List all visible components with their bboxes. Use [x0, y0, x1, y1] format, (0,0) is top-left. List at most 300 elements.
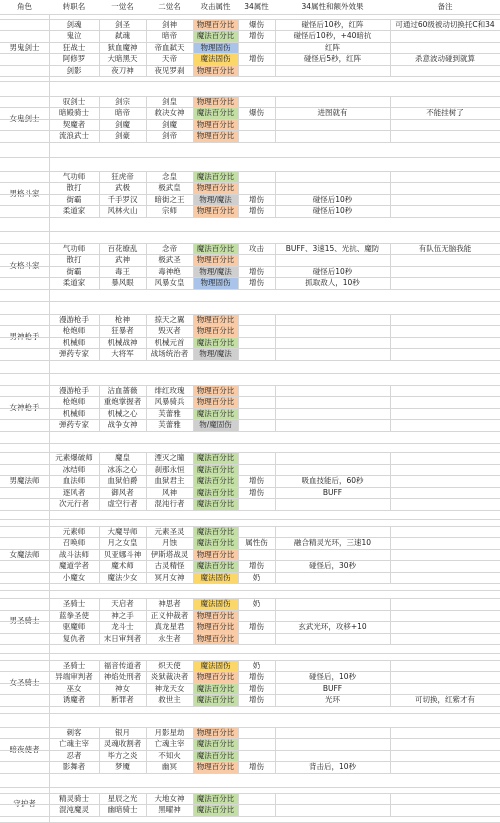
- cell-34-effect: [275, 96, 390, 108]
- grid-line: [99, 385, 100, 431]
- cell-awaken-2: 天帝: [162, 54, 177, 63]
- grid-line: [0, 498, 500, 499]
- cell-class: 流浪武士: [59, 131, 89, 140]
- cell-34-attr: [238, 498, 275, 510]
- grid-line: [0, 598, 500, 599]
- cell-class: 蓝拳圣使: [59, 610, 89, 620]
- cell-awaken-2: 剑皇: [162, 96, 177, 106]
- cell-34-attr: 增伤: [249, 762, 264, 771]
- attack-type-badge: 物理百分比: [193, 385, 238, 397]
- grid-line: [275, 314, 276, 360]
- cell-class: 机械师: [62, 337, 86, 347]
- cell-class: 柔道家: [62, 206, 86, 215]
- grid-line: [238, 598, 239, 644]
- grid-line: [0, 694, 500, 695]
- cell-awaken-2: 黑曜神: [158, 805, 181, 814]
- cell-34-attr: [238, 452, 275, 464]
- cell-awaken-1: 大暗黑天: [107, 54, 138, 63]
- cell-awaken-2: 剑神: [162, 19, 177, 29]
- attack-type-badge: 物理百分比: [193, 205, 238, 217]
- cell-awaken-2: 帝血弑天: [154, 42, 185, 52]
- cell-awaken-1: 冰冻之心: [107, 464, 138, 474]
- attack-type-badge: 物理百分比: [193, 314, 238, 326]
- attack-type-badge: 魔法百分比: [193, 560, 238, 572]
- header-column-34-effect: 34属性和额外效果: [301, 2, 364, 12]
- cell-34-attr: 奶: [252, 572, 261, 582]
- cell-notes: [390, 549, 500, 561]
- grid-line: [146, 660, 147, 706]
- grid-line: [238, 19, 239, 77]
- cell-awaken-2: 极武圣: [158, 255, 181, 264]
- attack-type-badge: 物理百分比: [193, 610, 238, 622]
- grid-line: [193, 598, 194, 644]
- attack-type-badge: 物理百分比: [193, 65, 238, 77]
- cell-awaken-1: 机械战神: [107, 337, 138, 347]
- cell-34-attr: [238, 610, 275, 622]
- grid-line: [99, 314, 100, 360]
- cell-34-effect: [275, 633, 390, 645]
- header-column-awaken-2: 二觉名: [158, 2, 181, 12]
- cell-awaken-1: 剑豪: [115, 131, 130, 140]
- cell-awaken-1: 沾血蔷薇: [107, 385, 138, 395]
- grid-line: [49, 373, 50, 443]
- grid-line: [0, 157, 500, 158]
- cell-34-attr: 增伤: [249, 31, 264, 40]
- grid-line: [0, 537, 500, 538]
- grid-line: [146, 793, 147, 816]
- attack-type-badge: 魔法固伤: [193, 660, 238, 672]
- cell-34-attr: [238, 337, 275, 349]
- cell-34-effect: 玄武光环，攻移+10: [298, 622, 367, 631]
- cell-awaken-2: 神龙天女: [154, 683, 185, 693]
- cell-34-attr: [238, 348, 275, 360]
- cell-34-attr: [238, 254, 275, 266]
- grid-line: [0, 19, 500, 20]
- cell-notes: [390, 452, 500, 464]
- cell-class: 暗殿骑士: [59, 108, 89, 117]
- grid-line: [49, 653, 50, 713]
- grid-line: [390, 314, 391, 360]
- cell-34-effect: [275, 549, 390, 561]
- grid-line: [0, 653, 500, 654]
- cell-class: 弹药专家: [59, 349, 89, 358]
- grid-line: [146, 727, 147, 773]
- cell-34-attr: [238, 171, 275, 183]
- cell-notes: [390, 396, 500, 408]
- group-role-name: 男鬼剑士: [9, 42, 40, 52]
- cell-34-effect: 碰怪后5秒，红阵: [303, 54, 362, 63]
- cell-awaken-1: 银月: [115, 727, 130, 737]
- grid-line: [49, 301, 50, 373]
- grid-line: [0, 633, 500, 634]
- grid-line: [99, 452, 100, 510]
- cell-notes: [390, 30, 500, 42]
- grid-line: [275, 171, 276, 217]
- grid-line: [0, 81, 500, 82]
- cell-34-attr: [238, 549, 275, 561]
- group-role-name: 女魔法师: [9, 549, 40, 559]
- grid-line: [146, 243, 147, 289]
- cell-34-attr: 增伤: [249, 561, 264, 570]
- cell-34-effect: [275, 804, 390, 816]
- grid-line: [275, 243, 276, 289]
- cell-awaken-1: 剑宗: [115, 96, 130, 106]
- cell-34-effect: [275, 526, 390, 538]
- grid-line: [146, 526, 147, 584]
- cell-34-effect: [275, 419, 390, 431]
- grid-line: [0, 419, 500, 420]
- cell-awaken-1: 战争女神: [107, 420, 138, 429]
- cell-34-effect: [275, 171, 390, 183]
- grid-line: [390, 19, 391, 77]
- grid-line: [0, 510, 500, 511]
- cell-34-effect: [275, 610, 390, 622]
- grid-line: [0, 750, 500, 751]
- cell-notes: 杀意波动碰到就算: [415, 54, 475, 63]
- cell-notes: [390, 205, 500, 217]
- cell-class: 圣骑士: [62, 660, 86, 670]
- grid-line: [275, 452, 276, 510]
- grid-line: [275, 660, 276, 706]
- cell-34-effect: [275, 119, 390, 131]
- grid-line: [390, 452, 391, 510]
- grid-line: [0, 727, 500, 728]
- cell-notes: [390, 793, 500, 805]
- cell-34-attr: [238, 96, 275, 108]
- grid-line: [0, 231, 500, 232]
- attack-type-badge: 魔法百分比: [193, 804, 238, 816]
- attack-type-badge: 物理百分比: [193, 549, 238, 561]
- grid-line: [146, 385, 147, 431]
- cell-class: 巫女: [66, 683, 82, 693]
- attack-type-badge: 魔法百分比: [193, 683, 238, 695]
- cell-awaken-1: 末日审判者: [103, 633, 142, 643]
- attack-type-badge: 魔法百分比: [193, 337, 238, 349]
- cell-class: 柔道家: [62, 278, 86, 287]
- cell-notes: [390, 487, 500, 499]
- cell-awaken-1: 幽暗骑士: [107, 805, 138, 814]
- cell-34-effect: 吸血技能后，60秒: [301, 476, 364, 485]
- grid-line: [0, 773, 500, 774]
- grid-line: [0, 804, 500, 805]
- cell-34-attr: [238, 65, 275, 77]
- grid-line: [193, 385, 194, 431]
- cell-notes: [390, 537, 500, 549]
- cell-class: 刺客: [66, 727, 82, 737]
- attack-type-badge: 物理百分比: [193, 254, 238, 266]
- header-column-34-attr: 34属性: [244, 2, 269, 12]
- cell-class: 枪炮师: [62, 326, 86, 335]
- cell-34-effect: [275, 408, 390, 420]
- cell-notes: [390, 171, 500, 183]
- cell-awaken-1: 魔皇: [115, 453, 130, 462]
- cell-notes: [390, 526, 500, 538]
- grid-line: [0, 205, 500, 206]
- grid-line: [49, 443, 50, 520]
- cell-awaken-2: 不知火: [158, 750, 181, 760]
- grid-line: [390, 243, 391, 289]
- cell-class: 元素爆破师: [55, 453, 93, 462]
- grid-line: [0, 14, 500, 15]
- cell-34-attr: [238, 408, 275, 420]
- cell-class: 次元行者: [59, 499, 89, 508]
- cell-34-attr: 增伤: [249, 695, 264, 704]
- cell-class: 亡魂主宰: [59, 739, 89, 748]
- cell-awaken-1: 暗帝: [115, 108, 130, 117]
- cell-34-attr: 攻击: [249, 243, 264, 253]
- attack-type-badge: 魔法百分比: [193, 487, 238, 499]
- grid-line: [0, 475, 500, 476]
- cell-notes: [390, 277, 500, 289]
- grid-line: [99, 727, 100, 773]
- grid-line: [0, 683, 500, 684]
- cell-notes: [390, 750, 500, 762]
- cell-34-attr: [238, 182, 275, 194]
- cell-awaken-2: 掠天之翼: [154, 314, 185, 324]
- cell-34-effect: [275, 793, 390, 805]
- attack-type-badge: 物理百分比: [193, 19, 238, 31]
- cell-awaken-1: 梦魇: [115, 762, 130, 771]
- cell-class: 影舞者: [62, 762, 86, 771]
- attack-type-badge: 魔法百分比: [193, 475, 238, 487]
- grid-line: [0, 96, 500, 97]
- cell-34-attr: [238, 119, 275, 131]
- cell-34-effect: [275, 348, 390, 360]
- cell-awaken-2: 月影星劫: [154, 727, 185, 737]
- grid-line: [0, 621, 500, 622]
- cell-34-attr: [238, 633, 275, 645]
- cell-awaken-2: 永生者: [158, 633, 181, 643]
- cell-class: 异端审判者: [55, 672, 93, 681]
- cell-notes: [390, 621, 500, 633]
- cell-34-attr: 增伤: [249, 206, 264, 215]
- cell-awaken-2: 湮灭之瞳: [154, 453, 185, 462]
- cell-awaken-2: 夜见罗刹: [154, 65, 185, 75]
- cell-34-attr: [238, 42, 275, 54]
- grid-line: [193, 660, 194, 706]
- cell-34-attr: [238, 750, 275, 762]
- cell-34-effect: [275, 182, 390, 194]
- cell-awaken-2: 剑魔: [162, 119, 177, 129]
- cell-34-attr: 增伤: [249, 622, 264, 631]
- cell-notes: [390, 804, 500, 816]
- grid-line: [49, 157, 50, 231]
- cell-awaken-1: 夜刀神: [111, 65, 134, 75]
- cell-34-effect: 进图就有: [317, 108, 348, 117]
- cell-awaken-2: 毒神绝: [158, 266, 181, 276]
- grid-line: [49, 713, 50, 787]
- grid-line: [99, 171, 100, 217]
- grid-line: [0, 171, 500, 172]
- grid-line: [238, 385, 239, 431]
- cell-awaken-2: 古灵精怪: [154, 561, 185, 570]
- attack-type-badge: 物理/魔法: [193, 266, 238, 278]
- grid-line: [146, 598, 147, 644]
- grid-line: [0, 408, 500, 409]
- group-role-name: 男魔法师: [9, 476, 40, 485]
- cell-34-effect: 融合精灵光环，三速10: [293, 538, 372, 547]
- grid-line: [0, 526, 500, 527]
- cell-34-effect: [275, 598, 390, 610]
- grid-line: [193, 727, 194, 773]
- attack-type-badge: 物理百分比: [193, 182, 238, 194]
- cell-34-effect: 红阵: [325, 42, 340, 52]
- cell-awaken-2: 剑帝: [162, 131, 177, 140]
- grid-line: [0, 277, 500, 278]
- grid-line: [193, 526, 194, 584]
- grid-line: [390, 171, 391, 217]
- grid-line: [0, 816, 500, 817]
- grid-line: [0, 464, 500, 465]
- grid-line: [0, 119, 500, 120]
- grid-line: [390, 727, 391, 773]
- grid-line: [0, 348, 500, 349]
- grid-line: [0, 42, 500, 43]
- attack-type-badge: 物理百分比: [193, 396, 238, 408]
- cell-class: 机械师: [62, 408, 86, 418]
- attack-type-badge: 魔法百分比: [193, 750, 238, 762]
- cell-awaken-1: 风林火山: [107, 206, 138, 215]
- cell-awaken-1: 神女: [115, 683, 130, 693]
- attack-type-badge: 魔法百分比: [193, 694, 238, 706]
- cell-class: 召唤师: [62, 538, 86, 547]
- grid-line: [193, 19, 194, 77]
- cell-class: 街霸: [66, 194, 82, 204]
- grid-line: [0, 487, 500, 488]
- cell-awaken-1: 武极: [115, 183, 130, 192]
- cell-awaken-1: 毕方之炎: [107, 750, 138, 760]
- cell-class: 契魔者: [62, 119, 86, 129]
- cell-awaken-1: 剑魔: [115, 119, 130, 129]
- header-column-attack-type: 攻击属性: [200, 2, 231, 12]
- cell-awaken-1: 剑圣: [115, 19, 130, 29]
- grid-line: [0, 30, 500, 31]
- grid-line: [99, 526, 100, 584]
- grid-line: [99, 96, 100, 142]
- cell-awaken-2: 绯红玫瑰: [154, 385, 185, 395]
- attack-type-badge: 物理固伤: [193, 42, 238, 54]
- cell-awaken-2: 极武皇: [158, 183, 181, 192]
- cell-class: 剑魂: [66, 19, 82, 29]
- attack-type-badge: 魔法固伤: [193, 53, 238, 65]
- cell-34-effect: [275, 325, 390, 337]
- cell-awaken-1: 狂虎帝: [111, 171, 134, 181]
- cell-awaken-2: 暗帝: [162, 31, 177, 40]
- cell-34-attr: 增伤: [249, 672, 264, 681]
- cell-34-attr: [238, 804, 275, 816]
- cell-class: 复仇者: [62, 633, 86, 643]
- cell-notes: [390, 660, 500, 672]
- grid-line: [49, 787, 50, 822]
- cell-notes: [390, 598, 500, 610]
- grid-line: [99, 793, 100, 816]
- attack-type-badge: 物理百分比: [193, 633, 238, 645]
- cell-awaken-1: 月之女皇: [107, 538, 138, 547]
- cell-notes: [390, 130, 500, 142]
- cell-34-attr: 增伤: [249, 487, 264, 497]
- attack-type-badge: 物理固伤: [193, 277, 238, 289]
- header-column-role: 角色: [17, 2, 32, 12]
- attack-type-badge: 魔法百分比: [193, 243, 238, 255]
- cell-class: 诱魔者: [62, 695, 86, 704]
- cell-class: 元素师: [62, 526, 86, 536]
- cell-34-attr: [238, 419, 275, 431]
- grid-line: [0, 142, 500, 143]
- grid-line: [0, 671, 500, 672]
- attack-type-badge: 物理百分比: [193, 671, 238, 683]
- cell-class: 漫游枪手: [59, 385, 89, 395]
- cell-awaken-2: 宗师: [162, 206, 177, 215]
- cell-awaken-1: 魔法少女: [107, 572, 138, 582]
- grid-line: [0, 373, 500, 374]
- cell-awaken-1: 大将军: [111, 349, 134, 358]
- grid-line: [0, 610, 500, 611]
- cell-awaken-2: 战场统治者: [150, 349, 189, 358]
- grid-line: [0, 385, 500, 386]
- attack-type-badge: 魔法百分比: [193, 793, 238, 805]
- attack-type-badge: 物理百分比: [193, 96, 238, 108]
- grid-line: [275, 19, 276, 77]
- grid-line: [0, 301, 500, 302]
- cell-awaken-2: 芙蕾雅: [158, 420, 181, 429]
- cell-34-effect: [275, 337, 390, 349]
- grid-line: [0, 254, 500, 255]
- grid-line: [238, 526, 239, 584]
- cell-class: 阿修罗: [62, 54, 86, 63]
- grid-line: [0, 549, 500, 550]
- cell-awaken-1: 大魔导师: [107, 526, 138, 536]
- cell-34-attr: [238, 738, 275, 750]
- cell-notes: 可切换，红紫才有: [415, 695, 475, 704]
- cell-class: 弹药专家: [59, 420, 89, 429]
- cell-34-attr: 奶: [252, 660, 261, 670]
- cell-34-effect: 光环: [325, 695, 340, 704]
- cell-34-effect: [275, 396, 390, 408]
- attack-type-badge: 魔法固伤: [193, 598, 238, 610]
- cell-awaken-1: 机械之心: [107, 408, 138, 418]
- cell-34-effect: [275, 385, 390, 397]
- cell-34-attr: 属性伤: [245, 538, 268, 547]
- grid-line: [49, 519, 50, 590]
- cell-notes: [390, 633, 500, 645]
- grid-line: [0, 761, 500, 762]
- grid-line: [49, 231, 50, 301]
- attack-type-badge: 物理百分比: [193, 761, 238, 773]
- cell-34-attr: 增伤: [249, 476, 264, 485]
- grid-line: [0, 360, 500, 361]
- cell-34-effect: [275, 498, 390, 510]
- cell-awaken-2: 伊斯塔战灵: [150, 549, 189, 559]
- grid-line: [0, 644, 500, 645]
- attack-type-badge: 魔法百分比: [193, 537, 238, 549]
- grid-line: [390, 385, 391, 431]
- cell-34-effect: 碰怪后，10秒: [308, 672, 357, 681]
- cell-34-effect: [275, 738, 390, 750]
- grid-line: [0, 560, 500, 561]
- grid-line: [146, 171, 147, 217]
- grid-line: [0, 452, 500, 453]
- cell-34-effect: BUFF: [322, 683, 343, 693]
- cell-class: 逐风者: [62, 487, 86, 497]
- cell-class: 气功师: [62, 243, 86, 253]
- cell-awaken-1: 贝亚娜斗神: [103, 549, 142, 559]
- cell-awaken-2: 风暴女皇: [154, 278, 185, 287]
- grid-line: [49, 14, 50, 81]
- attack-type-badge: 魔法百分比: [193, 464, 238, 476]
- grid-line: [0, 182, 500, 183]
- cell-notes: [390, 266, 500, 278]
- cell-class: 漫游枪手: [59, 314, 89, 324]
